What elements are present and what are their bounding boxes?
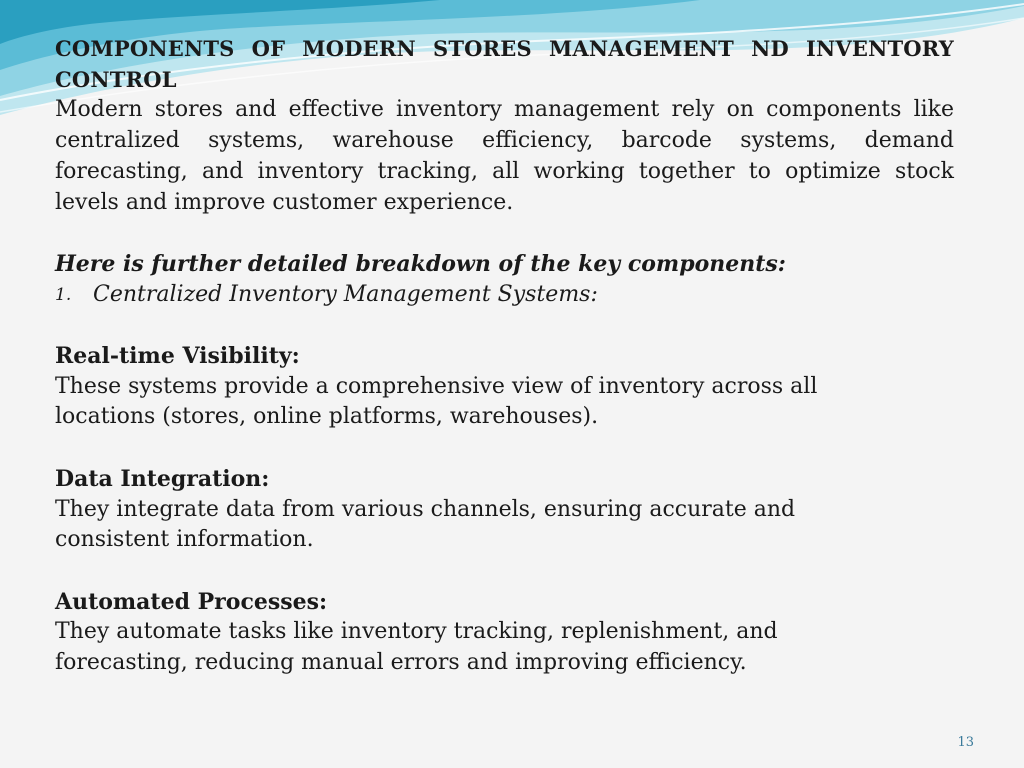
intro-paragraph: Modern stores and effective inventory management rely on components like centralized systems, warehouse efficiency, barcode systems, demand forecasting, and inventory tracking, all working together to optimize stock levels and improve customer experience.	[55, 97, 954, 215]
list-item-text: Centralized Inventory Management Systems:	[93, 281, 598, 307]
section-body-realtime: These systems provide a comprehensive view of inventory across all locations (stores, online platforms, warehouses).	[55, 373, 818, 430]
section-heading-realtime: Real-time Visibility:	[55, 343, 300, 369]
slide-content	[55, 34, 954, 679]
breakdown-heading: Here is further detailed breakdown of the key components:	[55, 250, 786, 277]
section-heading-automated: Automated Processes:	[55, 588, 328, 615]
section-body-data-integration: They integrate data from various channels, ensuring accurate and consistent information.	[55, 496, 796, 553]
section-heading-data-integration: Data Integration:	[55, 465, 270, 492]
slide-title: COMPONENTS OF MODERN STORES MANAGEMENT ND INVENTORY CONTROL	[55, 36, 954, 92]
page-number: 13	[957, 735, 974, 750]
section-body-automated: They automate tasks like inventory tracking, replenishment, and forecasting, reducing manual errors and improving efficiency.	[55, 619, 778, 675]
numbered-list-item	[55, 280, 954, 311]
list-number: 1.	[55, 284, 72, 305]
